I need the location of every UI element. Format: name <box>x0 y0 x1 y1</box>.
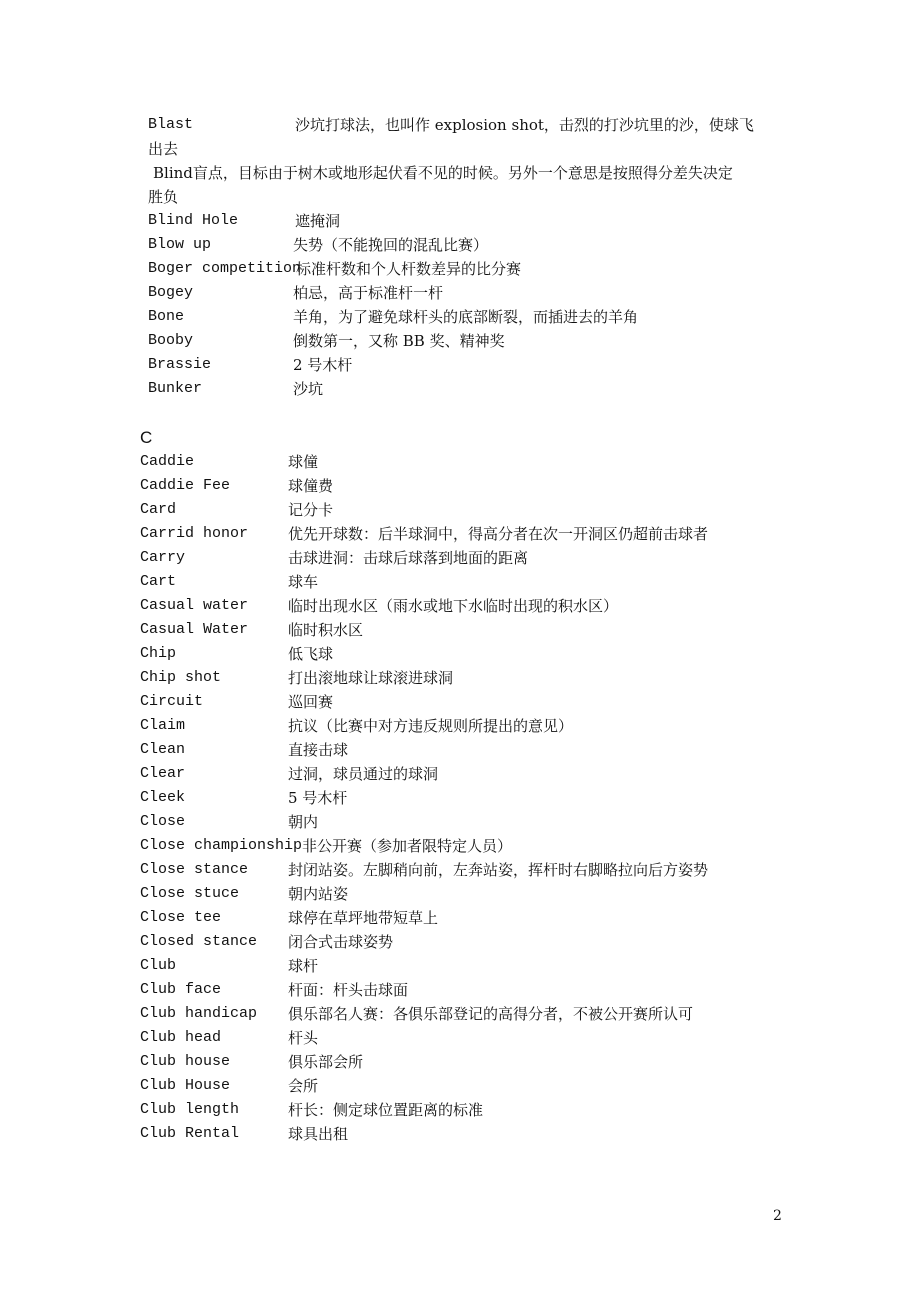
term: Chip shot <box>140 669 222 686</box>
term: Cleek <box>140 789 186 806</box>
term: Clean <box>140 741 186 758</box>
term: Club house <box>140 1053 231 1070</box>
term: Caddie <box>140 453 195 470</box>
definition: 失势（不能挽回的混乱比赛） <box>293 236 489 254</box>
definition: 遮掩洞 <box>295 212 341 230</box>
definition: 2 号木杆 <box>293 356 353 374</box>
term: Close stance <box>140 861 249 878</box>
term: Club Rental <box>140 1125 240 1142</box>
term: Brassie <box>148 356 212 373</box>
page-number: 2 <box>773 1208 782 1224</box>
term: Close <box>140 813 186 830</box>
definition-continuation: 出去 <box>148 140 179 158</box>
term: Close stuce <box>140 885 240 902</box>
definition: 直接击球 <box>288 741 349 759</box>
definition: 过洞，球员通过的球洞 <box>288 765 439 783</box>
term: Carrid honor <box>140 525 249 542</box>
term: Blast <box>148 116 194 133</box>
definition: 杆长：侧定球位置距离的标准 <box>288 1101 484 1119</box>
term: Casual Water <box>140 621 249 638</box>
term: Blind Hole <box>148 212 239 229</box>
term: Chip <box>140 645 177 662</box>
definition: 球僮费 <box>288 477 334 495</box>
section-heading-c: C <box>140 428 153 447</box>
term: Carry <box>140 549 186 566</box>
definition: 击球进洞：击球后球落到地面的距离 <box>288 549 529 567</box>
definition: 封闭站姿。左脚稍向前，左奔站姿，挥杆时右脚略拉向后方姿势 <box>288 861 709 879</box>
definition: 球停在草坪地带短草上 <box>288 909 439 927</box>
term: Club length <box>140 1101 240 1118</box>
definition: 临时出现水区（雨水或地下水临时出现的积水区） <box>288 597 619 615</box>
definition: 朝内站姿 <box>288 885 349 903</box>
definition: 倒数第一，又称 BB 奖、精神奖 <box>293 332 505 350</box>
definition: 球具出租 <box>288 1125 349 1143</box>
definition: 记分卡 <box>288 501 334 519</box>
definition: 低飞球 <box>288 645 334 663</box>
definition: 打出滚地球让球滚进球洞 <box>288 669 454 687</box>
definition: 朝内 <box>288 813 319 831</box>
term: Booby <box>148 332 194 349</box>
definition: 球杆 <box>288 957 319 975</box>
definition: 抗议（比赛中对方违反规则所提出的意见） <box>288 717 574 735</box>
definition: 杆面：杆头击球面 <box>288 981 409 999</box>
entry-blind: Blind盲点，目标由于树木或地形起伏看不见的时候。另外一个意思是按照得分差失决定 <box>153 164 733 182</box>
definition: 俱乐部会所 <box>288 1053 364 1071</box>
term: Clear <box>140 765 186 782</box>
definition: 优先开球数：后半球洞中，得高分者在次一开洞区仍超前击球者 <box>288 525 709 543</box>
term: Boger competition <box>148 260 302 277</box>
term: Card <box>140 501 177 518</box>
definition: 球僮 <box>288 453 319 471</box>
definition: 羊角，为了避免球杆头的底部断裂，而插进去的羊角 <box>293 308 639 326</box>
term: Club House <box>140 1077 231 1094</box>
definition: 巡回赛 <box>288 693 334 711</box>
definition: 闭合式击球姿势 <box>288 933 394 951</box>
term: Club face <box>140 981 222 998</box>
definition: 俱乐部名人赛：各俱乐部登记的高得分者，不被公开赛所认可 <box>288 1005 694 1023</box>
definition: 沙坑 <box>293 380 324 398</box>
term: Closed stance <box>140 933 258 950</box>
entry-blind-continuation: 胜负 <box>148 188 179 206</box>
definition: 柏忌，高于标准杆一杆 <box>293 284 444 302</box>
definition: 标准杆数和个人杆数差异的比分赛 <box>296 260 522 278</box>
term: Close championship <box>140 837 303 854</box>
term: Cart <box>140 573 177 590</box>
term: Bunker <box>148 380 203 397</box>
term: Bone <box>148 308 185 325</box>
definition: 杆头 <box>288 1029 319 1047</box>
term: Circuit <box>140 693 204 710</box>
term: Bogey <box>148 284 194 301</box>
definition: 沙坑打球法，也叫作 explosion shot，击烈的打沙坑里的沙，使球飞 <box>295 116 754 134</box>
definition: 球车 <box>288 573 319 591</box>
definition: 非公开赛（参加者限特定人员） <box>302 837 513 855</box>
term: Claim <box>140 717 186 734</box>
definition: 会所 <box>288 1077 319 1095</box>
term: Casual water <box>140 597 249 614</box>
term: Club head <box>140 1029 222 1046</box>
term: Club <box>140 957 177 974</box>
term: Close tee <box>140 909 222 926</box>
term: Caddie Fee <box>140 477 231 494</box>
term: Blow up <box>148 236 212 253</box>
definition: 临时积水区 <box>288 621 364 639</box>
term: Club handicap <box>140 1005 258 1022</box>
definition: 5 号木杆 <box>288 789 348 807</box>
